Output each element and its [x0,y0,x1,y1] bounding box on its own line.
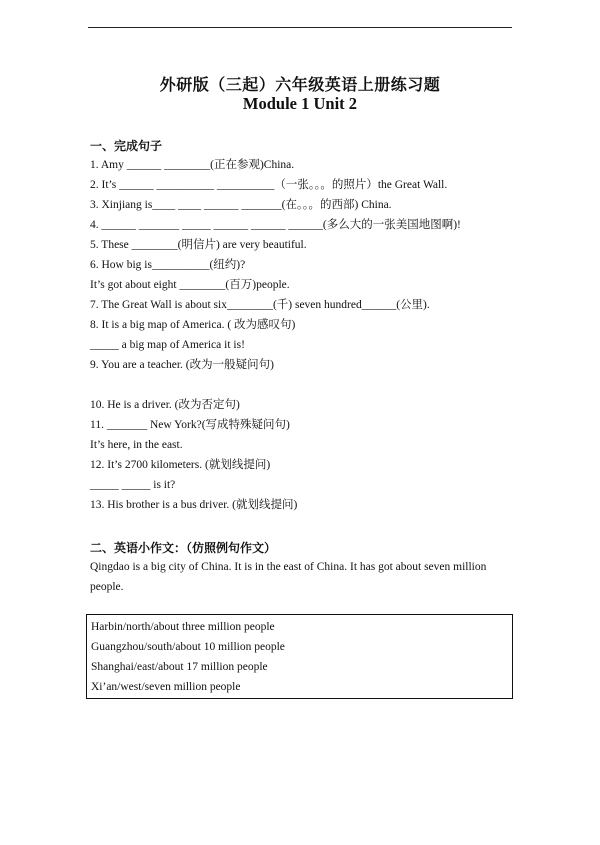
document-title: 外研版（三起）六年级英语上册练习题 [159,75,441,94]
exercise-line: 13. His brother is a bus driver. (就划线提问) [90,499,298,511]
exercise-line: _____ a big map of America it is! [90,339,245,351]
exercise-line: 1. Amy ______ ________(正在参观)China. [90,159,295,171]
exercise-line: 11. _______ New York?(写成特殊疑问句) [90,419,290,431]
exercise-line: 5. These ________(明信片) are very beautiful. [90,239,307,251]
prompt-item: Guangzhou/south/about 10 million people [91,641,285,653]
exercise-line: _____ _____ is it? [90,479,176,491]
prompt-item: Harbin/north/about three million people [91,621,275,633]
prompt-box [86,614,513,699]
exercise-line: 2. It’s ______ __________ __________（一张。。。的照片）the Great Wall. [90,179,448,191]
section-heading-complete-sentences: 一、完成句子 [90,139,163,153]
exercise-line: 6. How big is__________(纽约)? [90,259,246,271]
exercise-line: It’s here, in the east. [90,439,183,451]
document-subtitle: Module 1 Unit 2 [242,94,358,113]
exercise-line: 4. ______ _______ _____ ______ ______ ______(多么大的一张美国地图啊)! [90,219,461,231]
exercise-line: 7. The Great Wall is about six________(千) seven hundred______(公里). [90,299,430,311]
exercise-line: 10. He is a driver. (改为否定句) [90,399,240,411]
exercise-line: It’s got about eight ________(百万)people. [90,279,290,291]
top-rule [88,27,512,28]
exercise-line: 3. Xinjiang is____ ____ ______ _______(在。。。的西部) China. [90,199,392,211]
section-heading-composition: 二、英语小作文：（仿照例句作文） [90,541,277,555]
prompt-item: Shanghai/east/about 17 million people [91,661,268,673]
exercise-line: 12. It’s 2700 kilometers. (就划线提问) [90,459,271,471]
exercise-line: 9. You are a teacher. (改为一般疑问句) [90,359,274,371]
exercise-line: 8. It is a big map of America. ( 改为感叹句) [90,319,296,331]
example-paragraph: Qingdao is a big city of China. It is in the east of China. It has got about seven million people. [90,561,487,593]
prompt-item: Xi’an/west/seven million people [91,681,241,693]
